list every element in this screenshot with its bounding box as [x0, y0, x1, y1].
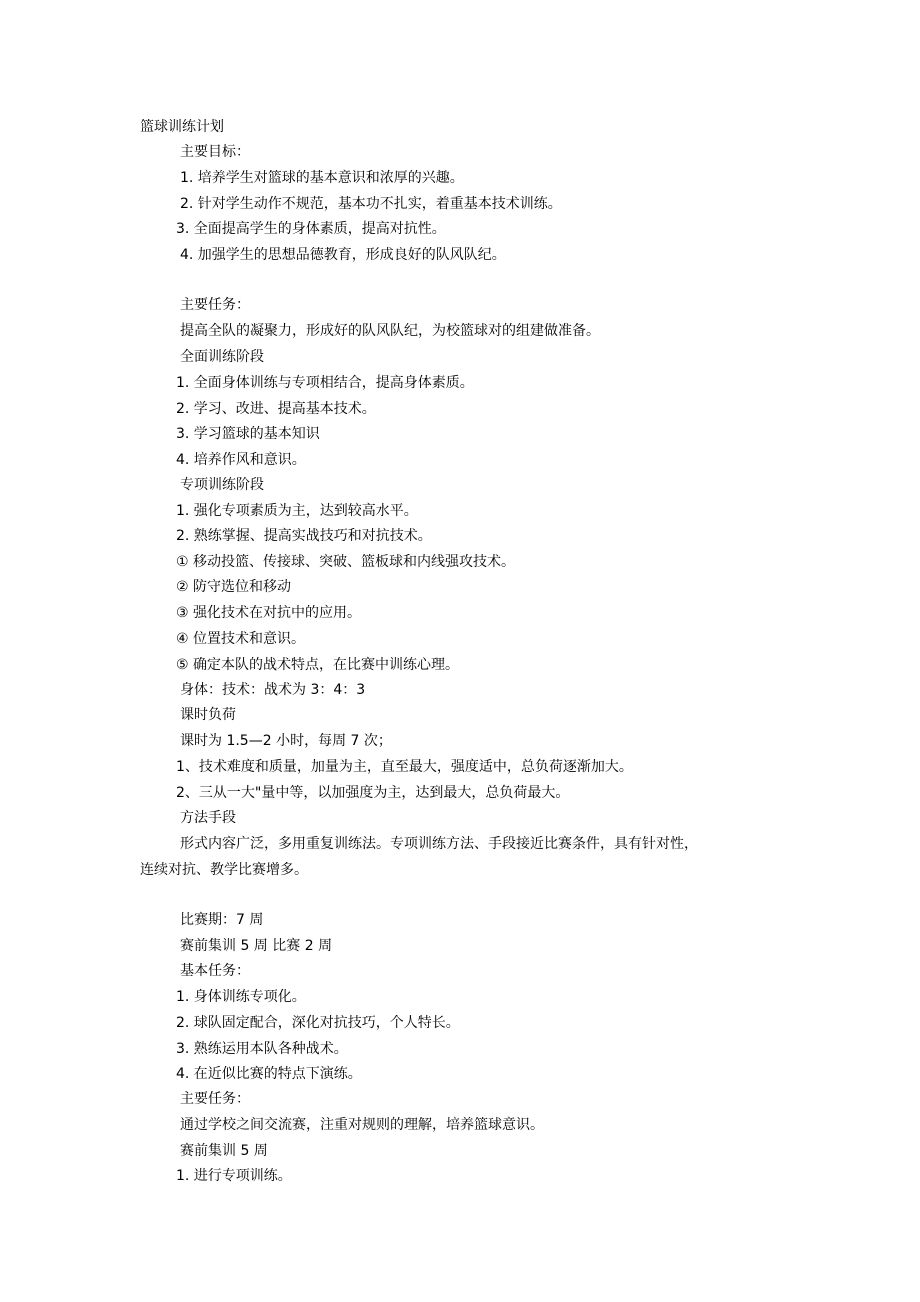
special-phase-subitem: ② 防守选位和移动 [176, 579, 292, 595]
special-phase-subitem: ① 移动投篮、传接球、突破、篮板球和内线强攻技术。 [176, 554, 515, 570]
competition-main-heading: 主要任务： [180, 1091, 250, 1107]
goal-item: 3. 全面提高学生的身体素质，提高对抗性。 [176, 221, 446, 237]
goal-item: 4. 加强学生的思想品德教育，形成良好的队风队纪。 [180, 247, 506, 263]
load-heading: 课时负荷 [180, 707, 236, 723]
basic-task-item: 1. 身体训练专项化。 [176, 989, 306, 1005]
competition-main-text: 通过学校之间交流赛，注重对规则的理解，培养篮球意识。 [180, 1117, 544, 1133]
full-phase-item: 4. 培养作风和意识。 [176, 452, 306, 468]
special-phase-subitem: ④ 位置技术和意识。 [176, 631, 306, 647]
goal-item: 1. 培养学生对篮球的基本意识和浓厚的兴趣。 [180, 170, 464, 186]
load-item: 2、三从一大"量中等，以加强度为主，达到最大，总负荷最大。 [176, 785, 570, 801]
full-phase-item: 3. 学习篮球的基本知识 [176, 426, 320, 442]
basic-task-item: 3. 熟练运用本队各种战术。 [176, 1041, 348, 1057]
competition-period: 比赛期：7 周 [180, 912, 264, 928]
precamp-heading: 赛前集训 5 周 [180, 1143, 268, 1159]
goals-heading: 主要目标： [180, 144, 250, 160]
special-phase-item: 1. 强化专项素质为主，达到较高水平。 [176, 503, 418, 519]
tasks-text: 提高全队的凝聚力，形成好的队风队纪，为校篮球对的组建做准备。 [180, 323, 600, 339]
methods-text-continued: 连续对抗、教学比赛增多。 [140, 862, 308, 878]
precamp-item: 1. 进行专项训练。 [176, 1168, 292, 1184]
basic-tasks-heading: 基本任务： [180, 963, 250, 979]
full-phase-item: 1. 全面身体训练与专项相结合，提高身体素质。 [176, 375, 474, 391]
basic-task-item: 2. 球队固定配合，深化对抗技巧，个人特长。 [176, 1015, 460, 1031]
basic-task-item: 4. 在近似比赛的特点下演练。 [176, 1066, 362, 1082]
competition-split: 赛前集训 5 周 比赛 2 周 [180, 938, 333, 954]
special-phase-subitem: ③ 强化技术在对抗中的应用。 [176, 605, 362, 621]
document-title: 篮球训练计划 [140, 119, 224, 135]
load-item: 1、技术难度和质量，加量为主，直至最大，强度适中，总负荷逐渐加大。 [176, 759, 633, 775]
special-phase-subitem: ⑤ 确定本队的战术特点，在比赛中训练心理。 [176, 657, 459, 673]
goal-item: 2. 针对学生动作不规范，基本功不扎实，着重基本技术训练。 [180, 196, 562, 212]
training-ratio: 身体：技术：战术为 3：4：3 [180, 682, 366, 698]
methods-text: 形式内容广泛，多用重复训练法。专项训练方法、手段接近比赛条件，具有针对性， [180, 836, 698, 852]
tasks-heading: 主要任务： [180, 297, 250, 313]
full-phase-item: 2. 学习、改进、提高基本技术。 [176, 401, 376, 417]
methods-heading: 方法手段 [180, 810, 236, 826]
full-phase-heading: 全面训练阶段 [180, 349, 264, 365]
special-phase-heading: 专项训练阶段 [180, 477, 264, 493]
special-phase-item: 2. 熟练掌握、提高实战技巧和对抗技术。 [176, 528, 432, 544]
load-item: 课时为 1.5—2 小时，每周 7 次； [180, 733, 392, 749]
